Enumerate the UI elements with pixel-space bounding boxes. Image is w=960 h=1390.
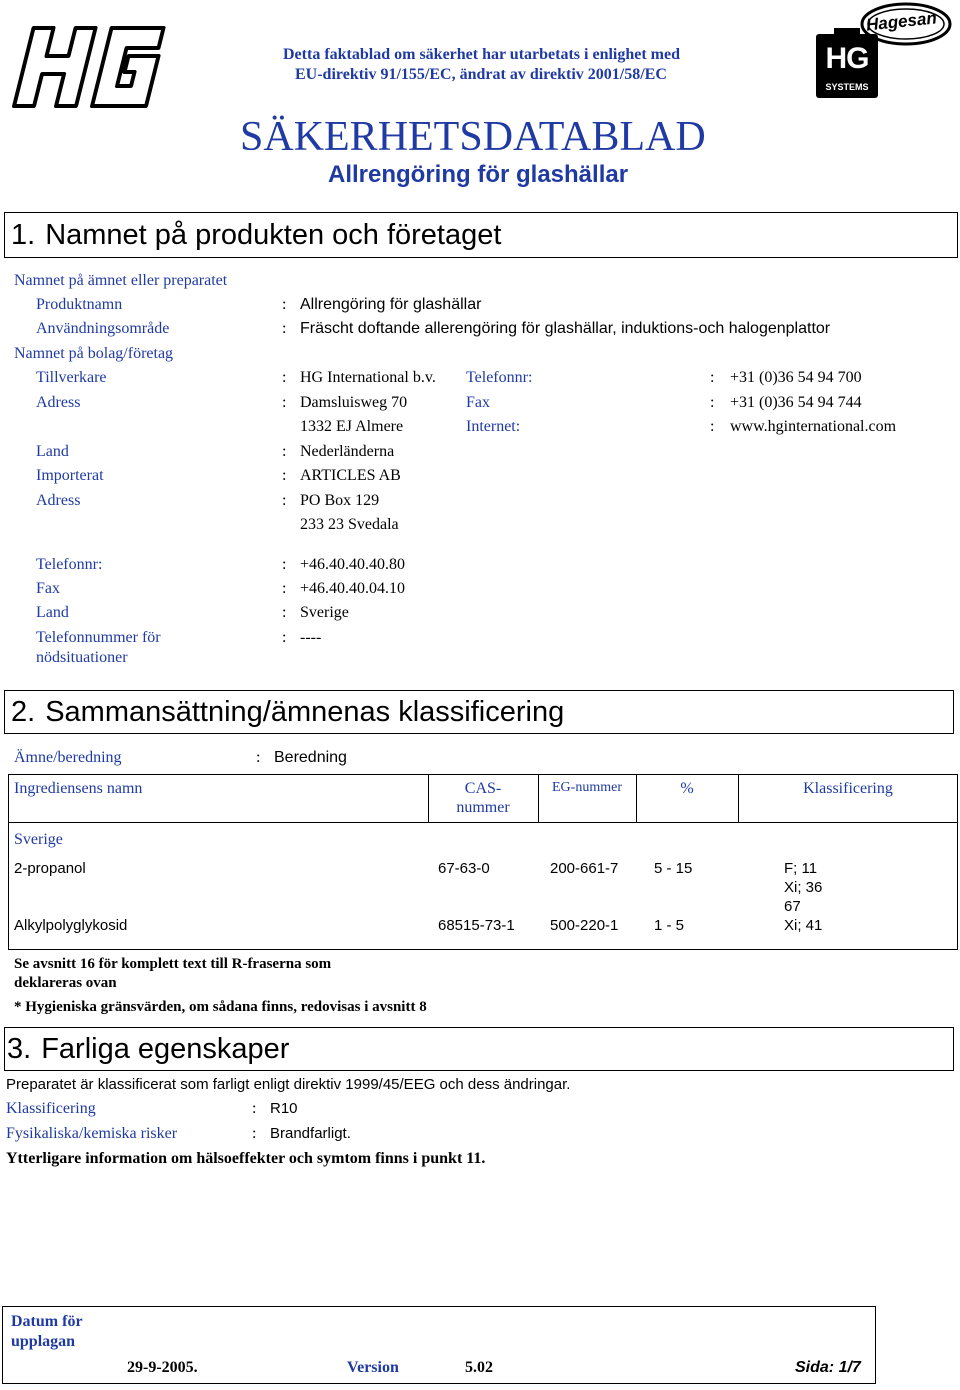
separator: : xyxy=(282,296,287,313)
note-r-phrases-line-1: Se avsnitt 16 för komplett text till R-fraserna som xyxy=(14,956,332,972)
anvandning-label: Användningsområde xyxy=(36,320,170,337)
separator: : xyxy=(282,556,287,573)
internet-value[interactable]: www.hginternational.com xyxy=(730,418,897,435)
land2-label: Land xyxy=(36,604,69,621)
produktnamn-value: Allrengöring för glashällar xyxy=(300,296,482,313)
row-pct: 5 - 15 xyxy=(654,860,693,877)
row-eg: 500-220-1 xyxy=(550,917,619,934)
col-header-eg: EG-nummer xyxy=(552,780,622,795)
row-pct: 1 - 5 xyxy=(654,917,685,934)
row-class: F; 11 xyxy=(784,860,818,877)
separator: : xyxy=(282,492,287,509)
land-label: Land xyxy=(36,443,69,460)
separator: : xyxy=(256,749,261,766)
adress2-line-1: PO Box 129 xyxy=(300,492,380,509)
col-header-cas-line-1: CAS- xyxy=(464,780,502,797)
subhead-company: Namnet på bolag/företag xyxy=(14,345,174,362)
ytterligare-info: Ytterligare information om hälsoeffekter och symtom finns i punkt 11. xyxy=(6,1150,486,1167)
fysik-value: Brandfarligt. xyxy=(270,1125,351,1142)
hg-logo xyxy=(6,18,192,114)
fax2-label: Fax xyxy=(36,580,60,597)
section-2-number: 2. xyxy=(11,696,36,728)
directive-line-2: EU-direktiv 91/155/EC, ändrat av direktiv 2001/58/EC xyxy=(295,66,667,83)
hg-logo-graphic xyxy=(6,18,192,114)
tillverkare-value: HG International b.v. xyxy=(300,369,436,386)
adress-label: Adress xyxy=(36,394,81,411)
land2-value: Sverige xyxy=(300,604,349,621)
table-header-divider xyxy=(8,822,958,823)
badge-hg: HG xyxy=(825,42,869,75)
adress2-line-2: 233 23 Svedala xyxy=(300,516,399,533)
section-1-header xyxy=(4,212,958,258)
table-country: Sverige xyxy=(14,831,63,848)
nod-value: ---- xyxy=(300,629,322,646)
col-header-cas-line-2: nummer xyxy=(456,799,510,816)
telefon2-value: +46.40.40.40.80 xyxy=(300,556,406,573)
telefon-value: +31 (0)36 54 94 700 xyxy=(730,369,862,386)
separator: : xyxy=(282,369,287,386)
badge-brand: Hagesan xyxy=(865,8,938,35)
tillverkare-label: Tillverkare xyxy=(36,369,107,386)
section-3-intro: Preparatet är klassificerat som farligt enligt direktiv 1999/45/EEG och dess ändringar. xyxy=(6,1076,571,1093)
footer-date: 29-9-2005. xyxy=(127,1359,198,1376)
separator: : xyxy=(282,580,287,597)
adress2-label: Adress xyxy=(36,492,81,509)
land-value: Nederländerna xyxy=(300,443,395,460)
row-class: Xi; 36 xyxy=(784,879,823,896)
fax2-value: +46.40.40.04.10 xyxy=(300,580,406,597)
row-class: Xi; 41 xyxy=(784,917,823,934)
version-value: 5.02 xyxy=(465,1359,493,1376)
composition-table xyxy=(8,774,958,950)
row-cas: 67-63-0 xyxy=(438,860,490,877)
klassificering-label: Klassificering xyxy=(6,1100,96,1117)
separator: : xyxy=(710,418,715,435)
nod-label-line-1: Telefonnummer för xyxy=(36,629,161,646)
amne-value: Beredning xyxy=(274,749,347,766)
separator: : xyxy=(282,320,287,337)
amne-label: Ämne/beredning xyxy=(14,749,122,766)
nod-label-line-2: nödsituationer xyxy=(36,649,128,666)
section-3-title: Farliga egenskaper xyxy=(41,1033,290,1065)
adress-line-2: 1332 EJ Almere xyxy=(300,418,404,435)
anvandning-value: Fräscht doftande allerengöring för glashällar, induktions-och halogenplattor xyxy=(300,320,831,337)
datum-label-line-1: Datum för xyxy=(11,1313,83,1330)
adress-line-1: Damsluisweg 70 xyxy=(300,394,408,411)
row-name: 2-propanol xyxy=(14,860,86,877)
telefon-label: Telefonnr: xyxy=(466,369,533,386)
col-header-class: Klassificering xyxy=(803,780,893,797)
separator: : xyxy=(282,604,287,621)
separator: : xyxy=(282,629,287,646)
datum-label-line-2: upplagan xyxy=(11,1333,76,1350)
product-title: Allrengöring för glashällar xyxy=(328,161,629,188)
importerat-label: Importerat xyxy=(36,467,104,484)
separator: : xyxy=(282,394,287,411)
section-1-number: 1. xyxy=(11,219,36,251)
internet-label: Internet: xyxy=(466,418,521,435)
section-2-header xyxy=(4,690,954,734)
fysik-label: Fysikaliska/kemiska risker xyxy=(6,1125,178,1142)
directive-line-1: Detta faktablad om säkerhet har utarbetats i enlighet med xyxy=(283,46,681,63)
importerat-value: ARTICLES AB xyxy=(300,467,401,484)
separator: : xyxy=(282,443,287,460)
col-header-pct: % xyxy=(680,780,694,797)
produktnamn-label: Produktnamn xyxy=(36,296,123,313)
separator: : xyxy=(252,1125,257,1142)
separator: : xyxy=(282,467,287,484)
note-exposure-limits: * Hygieniska gränsvärden, om sådana finns, redovisas i avsnitt 8 xyxy=(14,999,427,1015)
row-eg: 200-661-7 xyxy=(550,860,619,877)
page-number: Sida: 1/7 xyxy=(795,1359,861,1376)
fax-value: +31 (0)36 54 94 744 xyxy=(730,394,862,411)
row-name: Alkylpolyglykosid xyxy=(14,917,128,934)
version-label: Version xyxy=(347,1359,399,1376)
hagesan-badge xyxy=(812,0,952,102)
note-r-phrases-line-2: deklareras ovan xyxy=(14,975,117,991)
row-cas: 68515-73-1 xyxy=(438,917,515,934)
subhead-substance: Namnet på ämnet eller preparatet xyxy=(14,272,228,289)
separator: : xyxy=(252,1100,257,1117)
separator: : xyxy=(710,394,715,411)
telefon2-label: Telefonnr: xyxy=(36,556,103,573)
section-2-title: Sammansättning/ämnenas klassificering xyxy=(45,696,565,728)
section-3-header xyxy=(4,1027,954,1071)
col-header-name: Ingrediensens namn xyxy=(14,780,143,797)
document-title: SÄKERHETSDATABLAD xyxy=(240,114,706,160)
section-3-number: 3. xyxy=(7,1033,32,1065)
section-1-title: Namnet på produkten och företaget xyxy=(45,219,502,251)
badge-systems: SYSTEMS xyxy=(825,82,869,92)
footer-box xyxy=(2,1306,876,1384)
fax-label: Fax xyxy=(466,394,490,411)
row-class: 67 xyxy=(784,898,801,915)
separator: : xyxy=(710,369,715,386)
klassificering-value: R10 xyxy=(270,1100,298,1117)
